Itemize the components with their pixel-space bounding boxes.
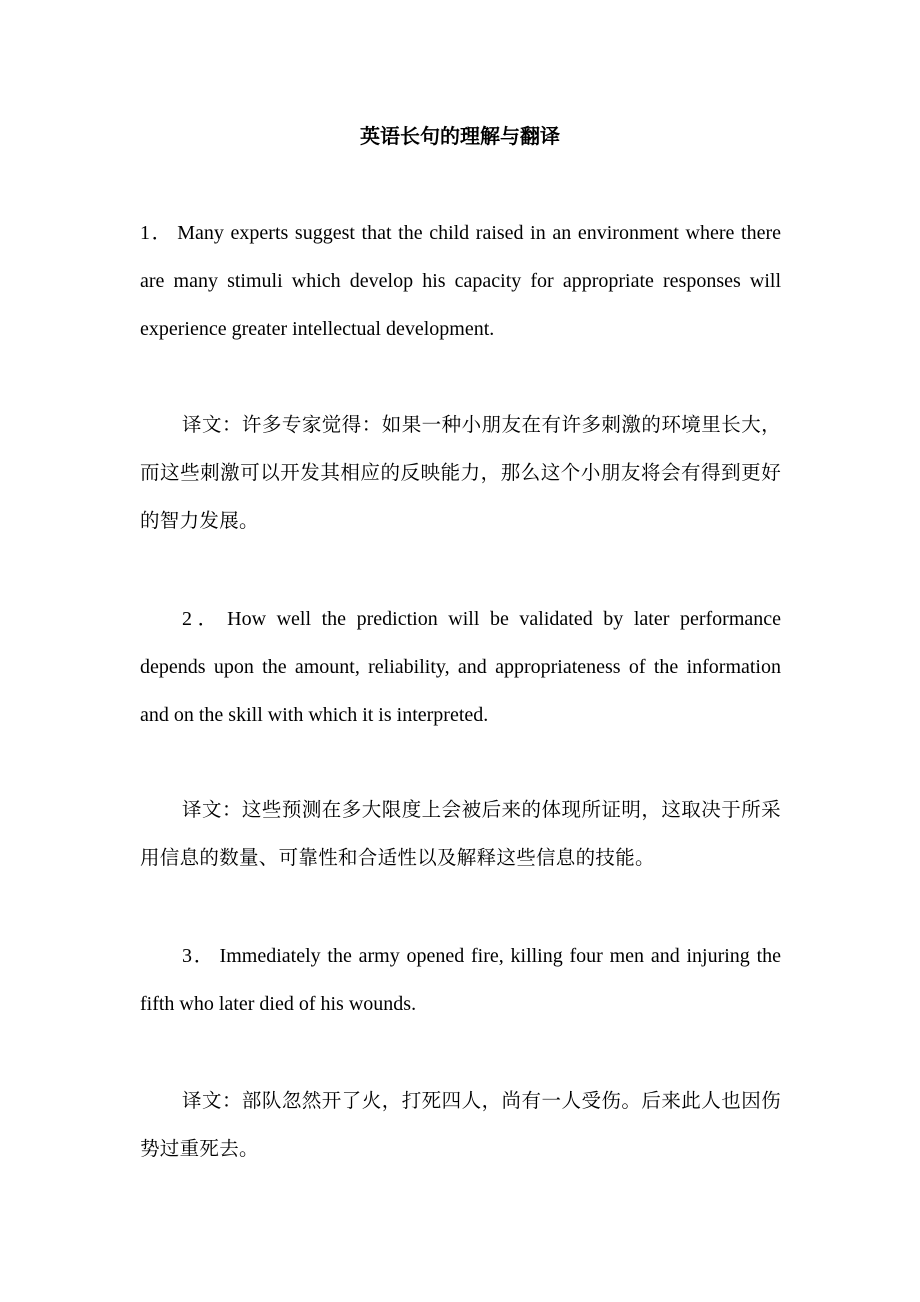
sentence-1-translation: 译文：许多专家觉得：如果一种小朋友在有许多刺激的环境里长大，而这些刺激可以开发其相应的反映能力，那么这个小朋友将会有得到更好的智力发展。 <box>140 413 781 532</box>
sentence-2-english <box>140 595 781 739</box>
sentence-3-translation: 译文：部队忽然开了火，打死四人，尚有一人受伤。后来此人也因伤势过重死去。 <box>140 1089 781 1160</box>
sentence-3-english <box>140 932 781 1028</box>
sentence-1-english <box>140 209 781 353</box>
item-number: 1． <box>140 222 174 244</box>
item-number: 2． <box>182 608 224 630</box>
english-text: Many experts suggest that the child raised in an environment where there are many stimuli which develop his capacity for appropriate responses will experience greater intellectual development. <box>140 222 781 340</box>
english-text: How well the prediction will be validated by later performance depends upon the amount, reliability, and appropriateness of the information and on the skill with which it is interpreted. <box>140 608 782 726</box>
item-number: 3． <box>182 945 216 967</box>
page-title: 英语长句的理解与翻译 <box>360 124 560 148</box>
sentence-2-translation: 译文：这些预测在多大限度上会被后来的体现所证明，这取决于所采用信息的数量、可靠性和合适性以及解释这些信息的技能。 <box>140 798 781 869</box>
english-text: Immediately the army opened fire, killing four men and injuring the fifth who later died of his wounds. <box>140 945 781 1015</box>
